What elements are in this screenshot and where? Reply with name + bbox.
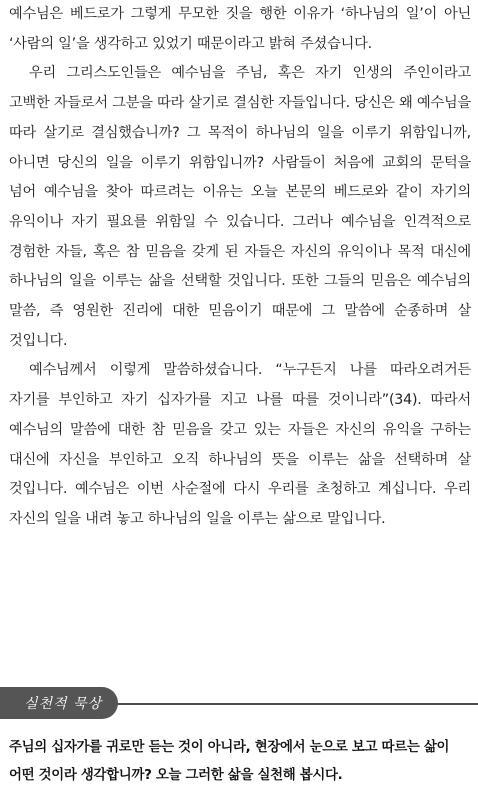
paragraph: 예수님은 베드로가 그렇게 무모한 짓을 행한 이유가 ‘하나님의 일’이 아닌 ‘사람의 일’을 생각하고 있었기 때문이라고 밝혀 주셨습니다. bbox=[9, 6, 471, 52]
section-title: 실천적 묵상 bbox=[24, 696, 103, 712]
devotional-body bbox=[9, 0, 471, 535]
paragraph: 우리 그리스도인들은 예수님을 주님, 혹은 자기 인생의 주인이라고 고백한 자들로서 그분을 따라 살기로 결심한 자들입니다. 당신은 왜 예수님을 따라 살기로 결심했습니까? 그 목적이 하나님의 일을 이루기 위함입니까, 아니면 당신의 일을 이루기 위함입니까? 사람들이 처음에 교회의 문턱을 넘어 예수님을 찾아 따르려는 이유는 오늘 본문의 베드로와 같이 자기의 유익이나 자기 필요를 위함일 수 있습니다. 그러나 예수님을 인격적으로 경험한 자들, 혹은 참 믿음을 갖게 된 자들은 자신의 유익이나 목적 대신에 하나님의 일을 이루는 삶을 선택할 것입니다. 또한 그들의 믿음은 예수님의 말씀, 즉 영원한 진리에 대한 믿음이기 때문에 그 말씀에 순종하며 살 것입니다. bbox=[9, 65, 471, 349]
section-header bbox=[0, 686, 478, 720]
meditation-question: 주님의 십자가를 귀로만 듣는 것이 아니라, 현장에서 눈으로 보고 따르는 삶이 어떤 것이라 생각합니까? 오늘 그러한 삶을 실천해 봅시다. bbox=[9, 740, 450, 783]
section-title-badge bbox=[0, 687, 118, 719]
paragraph: 예수님께서 이렇게 말씀하셨습니다. “누구든지 나를 따라오려거든 자기를 부인하고 자기 십자가를 지고 나를 따를 것이니라”(34). 따라서 예수님의 말씀에 대한 참 믿음을 갖고 있는 자들은 자신의 유익을 구하는 대신에 자신을 부인하고 오직 하나님의 뜻을 이루는 삶을 선택하며 살 것입니다. 예수님은 이번 사순절에 다시 우리를 초청하고 계십니다. 우리 자신의 일을 내려 놓고 하나님의 일을 이루는 삶으로 말입니다. bbox=[9, 362, 471, 527]
